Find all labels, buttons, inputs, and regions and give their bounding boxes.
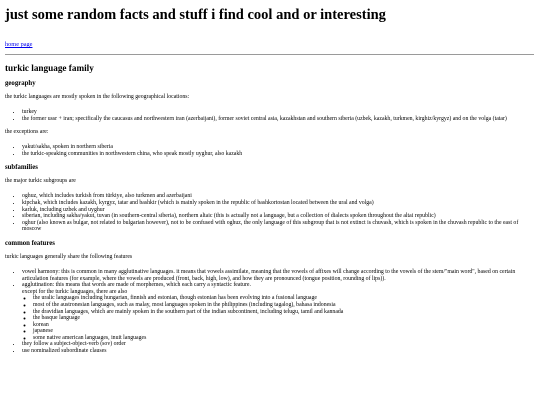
- home-page-link[interactable]: home page: [5, 41, 33, 48]
- list-item: ◦ japanese: [33, 328, 534, 335]
- exceptions-list: [5, 144, 534, 157]
- agglutination-extra-text: except for the turkic languages, there are also: [22, 288, 128, 295]
- list-item: • the former ussr + iran; specifically the caucasus and northwestern iran (azerbaijani), former soviet central asia, kazakhstan and southern siberia (uzbek, kazakh, turkmen, kirghiz/kyrgyz) and on the volga (tatar): [22, 116, 534, 123]
- list-item: • oghur (also known as bulgar, not related to bulgarian however), not to be confused with oghuz, the only language of this subgroup that is not extinct is chuvash, which is spoken in the chuvash republic to the east of moscow: [22, 220, 534, 233]
- list-item: ◦ korean: [33, 322, 534, 329]
- common-features-intro: turkic languages generally share the following features: [5, 253, 133, 260]
- locations-list: [5, 109, 534, 122]
- features-list: [5, 269, 534, 355]
- list-item: ◦ the dravidian languages, which are mainly spoken in the southern part of the indian subcontinent, including telugu, tamil and kannada: [33, 309, 534, 316]
- agglutination-text: agglutination: this means that words are made of morphemes, which each carry a syntactic feature.: [22, 282, 251, 289]
- article-title: turkic language family: [5, 63, 94, 73]
- list-item: [22, 282, 534, 341]
- list-item: • siberian, including sakha/yakut, tuvan (in southern-central siberia), northern altaic (this is actually not a language, but a collection of dialects spoken throughout the altai republic): [22, 213, 534, 220]
- list-item: ◦ some native american languages, inuit languages: [33, 335, 534, 342]
- list-item: • turkey: [22, 109, 534, 116]
- list-item: • they follow a subject-object-verb (sov) order: [22, 341, 534, 348]
- list-item: ◦ the uralic languages including hungarian, finnish and estonian, though estonian has been evolving into a fusional language: [33, 295, 534, 302]
- list-item: ◦ the basque language: [33, 315, 534, 322]
- divider: [5, 54, 534, 55]
- list-item: • vowel harmony: this is common in many agglutinative languages. it means that vowels assimilate, meaning that the vowels of affixes will change according to the vowels of the stem/"main word", based on certain articulation features (for example, where the vowels are produced (front, back, high, low), and how they are pronounced (tongue position, rounding of lips)).: [22, 269, 534, 282]
- subfamilies-heading: subfamilies: [5, 164, 38, 172]
- list-item: • yakut/sakha, spoken in northern siberia: [22, 144, 534, 151]
- geography-intro: the turkic languages are mostly spoken in the following geographical locations:: [5, 94, 190, 100]
- agglutinative-languages-list: [22, 295, 534, 341]
- list-item: ◦ most of the austronesian languages, such as malay, most languages spoken in the philippines (including tagalog), bahasa indonesia: [33, 302, 534, 309]
- site-title: just some random facts and stuff i find cool and or interesting: [5, 7, 386, 23]
- geography-heading: geography: [5, 80, 36, 87]
- list-item: • the turkic-speaking communities in northwestern china, who speak mostly uyghur, also kazakh: [22, 151, 534, 158]
- list-item: • use nominalized subordinate clauses: [22, 348, 534, 355]
- subfamilies-list: [5, 193, 534, 233]
- list-item: • kipchak, which includes kazakh, kyrgyz, tatar and bashkir (which is mainly spoken in the republic of bashkortostan located between the ural and volga): [22, 200, 534, 207]
- list-item: • oghuz, which includes turkish from türkiye, also turkmen and azerbaijani: [22, 193, 534, 200]
- list-item: • karluk, including uzbek and uyghur: [22, 207, 534, 214]
- common-features-heading: common features: [5, 239, 55, 247]
- subfamilies-intro: the major turkic subgroups are: [5, 178, 76, 185]
- exceptions-intro: the exceptions are:: [5, 129, 49, 136]
